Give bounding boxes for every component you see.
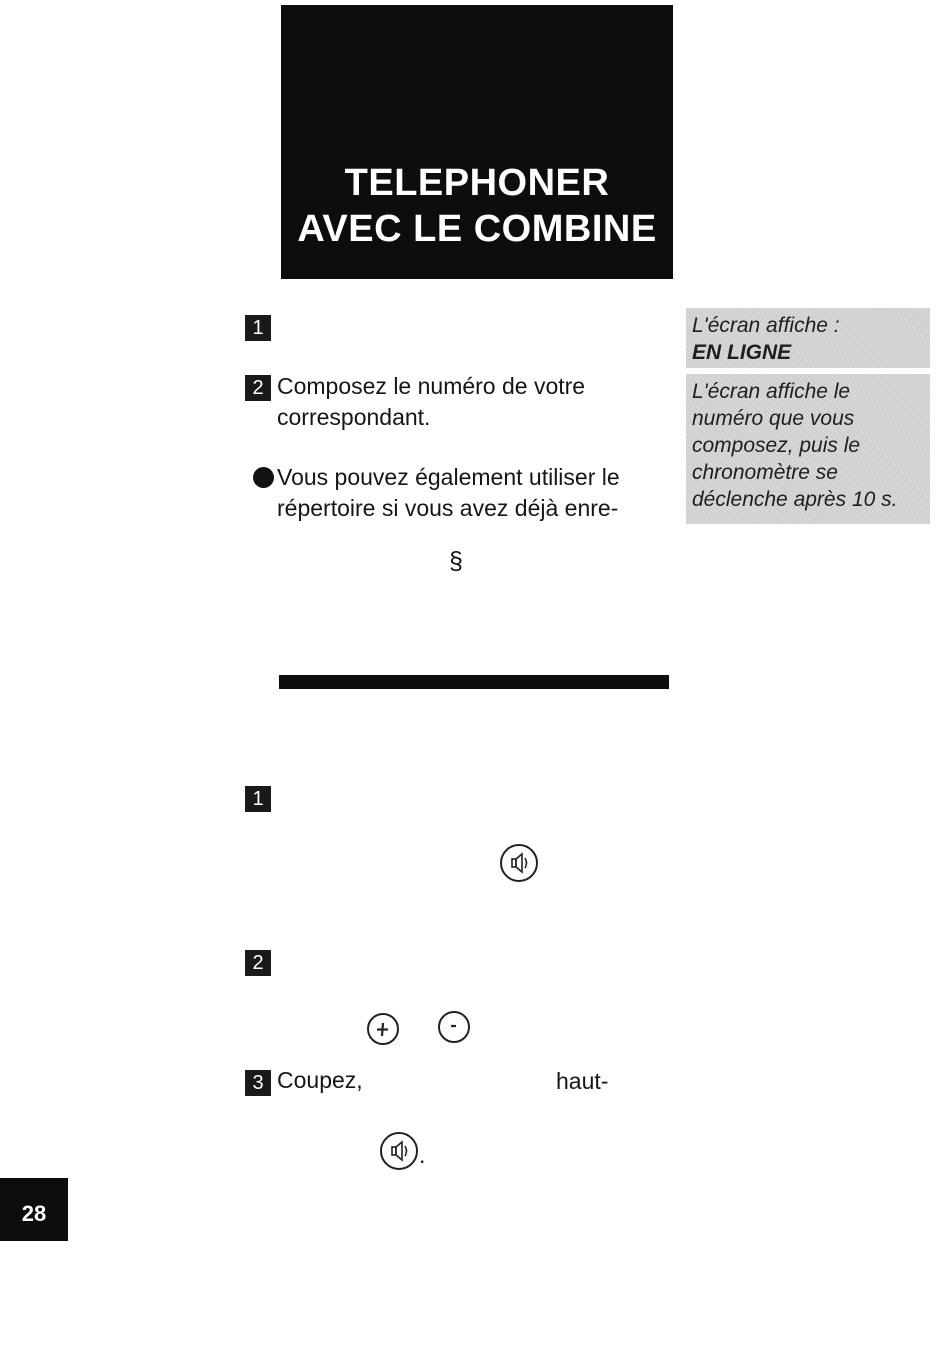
- page-number: 28: [0, 1178, 68, 1241]
- sidebar-note-number-line1: L'écran affiche le: [692, 380, 851, 403]
- chapter-title-block: [281, 5, 673, 279]
- section-mark: §: [449, 547, 463, 575]
- sidebar-note-number-line2: numéro que vous: [692, 407, 855, 430]
- step2-instruction: [277, 371, 585, 433]
- sidebar-note-number: [686, 374, 930, 524]
- step3-text-end: haut-: [556, 1068, 609, 1094]
- bullet-line1: Vous pouvez également utiliser le: [277, 464, 620, 490]
- sidebar-note-number-line3: composez, puis le: [692, 434, 861, 457]
- plus-icon: [367, 1013, 399, 1045]
- step-number-2: 2: [245, 375, 271, 401]
- chapter-title-line2: AVEC LE COMBINE: [297, 208, 657, 250]
- step2-line2: correspondant.: [277, 404, 431, 430]
- trailing-period: .: [419, 1142, 426, 1168]
- bullet-note: [277, 462, 620, 524]
- sidebar-note-number-line5: déclenche après 10 s.: [692, 488, 898, 511]
- step-number-3: 3: [245, 1070, 271, 1096]
- step-number-1-b: 1: [245, 786, 271, 812]
- step2-line1: Composez le numéro de votre: [277, 373, 586, 399]
- step-number-2-b: 2: [245, 950, 271, 976]
- bullet-line2: répertoire si vous avez déjà enre-: [277, 495, 619, 521]
- minus-icon: [438, 1011, 470, 1043]
- chapter-title: [281, 160, 673, 252]
- speaker-icon-2: [380, 1132, 418, 1170]
- sidebar-note-online: [686, 308, 930, 368]
- step3-text-start: Coupez,: [277, 1067, 363, 1093]
- bullet-icon: [253, 467, 274, 488]
- sidebar-note-online-status: EN LIGNE: [692, 341, 792, 364]
- section-divider: [279, 675, 669, 689]
- step-number-1: 1: [245, 315, 271, 341]
- sidebar-note-online-line1: L'écran affiche :: [692, 314, 840, 337]
- speaker-icon: [500, 844, 538, 882]
- sidebar-note-number-line4: chronomètre se: [692, 461, 838, 484]
- chapter-title-line1: TELEPHONER: [344, 162, 610, 204]
